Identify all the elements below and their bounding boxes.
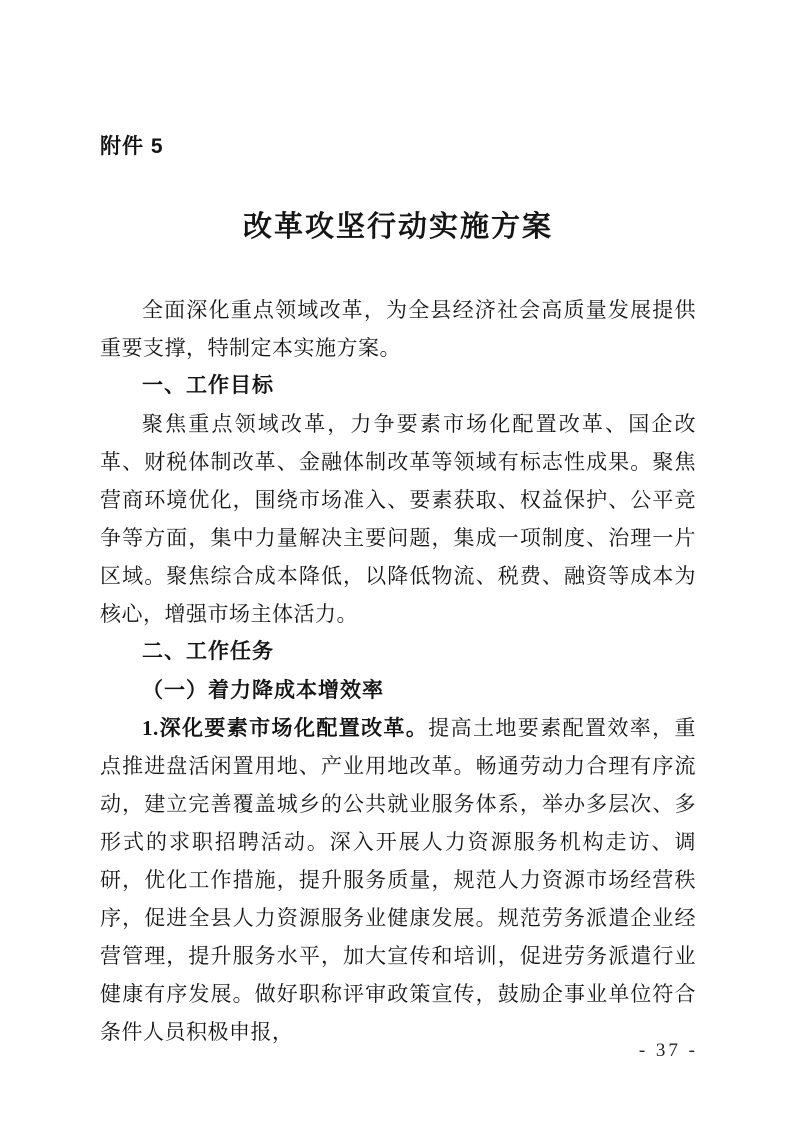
item-1-lead: 1.深化要素市场化配置改革。 [142, 716, 429, 740]
subsection-1-heading: （一）着力降成本增效率 [142, 678, 384, 702]
section-2-heading: 二、工作任务 [142, 640, 274, 663]
intro-paragraph: 全面深化重点领域改革，为全县经济社会高质量发展提供重要支撑，特制定本实施方案。 [100, 298, 696, 360]
attachment-label: 附件 5 [100, 135, 164, 158]
item-1-paragraph [100, 709, 696, 1051]
section-1-paragraph: 聚焦重点领域改革，力争要素市场化配置改革、国企改革、财税体制改革、金融体制改革等领域有标志性成果。聚焦营商环境优化，围绕市场准入、要素获取、权益保护、公平竞争等方面，集中力量解决主要问题，集成一项制度、治理一片区域。聚焦综合成本降低，以降低物流、税费、融资等成本为核心，增强市场主体活力。 [100, 412, 696, 626]
item-1-text: 提高土地要素配置效率，重点推进盘活闲置用地、产业用地改革。畅通劳动力合理有序流动，建立完善覆盖城乡的公共就业服务体系，举办多层次、多形式的求职招聘活动。深入开展人力资源服务机构走访、调研，优化工作措施，提升服务质量，规范人力资源市场经营秩序，促进全县人力资源服务业健康发展。规范劳务派遣企业经营管理，提升服务水平，加大宣传和培训，促进劳务派遣行业健康有序发展。做好职称评审政策宣传，鼓励企事业单位符合条件人员积极申报， [100, 716, 697, 1044]
page-number: - 37 - [638, 1040, 698, 1061]
document-title: 改革攻坚行动实施方案 [242, 211, 553, 243]
document-body [100, 291, 696, 1051]
section-1-heading: 一、工作目标 [142, 374, 274, 397]
